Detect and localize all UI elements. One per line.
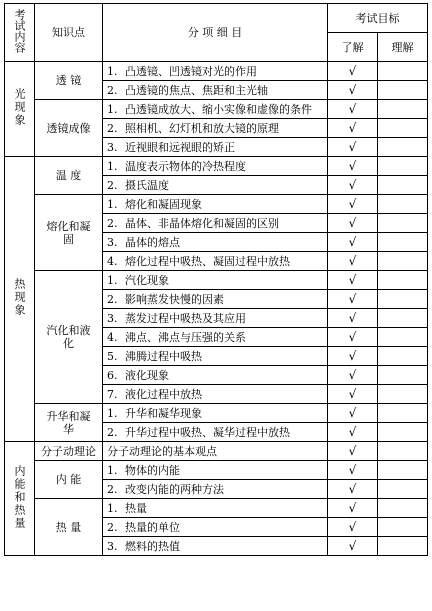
- understand-check: √: [328, 366, 378, 385]
- exam-outline-table: [4, 3, 428, 556]
- knowledge-point-label: 熔化和凝 固: [46, 219, 91, 246]
- detail-number: 7.: [107, 387, 118, 401]
- header-row-1: [5, 4, 428, 33]
- understand-check: √: [328, 423, 378, 442]
- understand-check: √: [328, 233, 378, 252]
- detail-number: 1.: [107, 501, 118, 515]
- understand-check: √: [328, 347, 378, 366]
- table-row: [5, 62, 428, 81]
- comprehend-check: [378, 119, 428, 138]
- detail-cell: [103, 214, 328, 233]
- detail-number: 1.: [107, 273, 118, 287]
- comprehend-check: [378, 404, 428, 423]
- understand-check: √: [328, 100, 378, 119]
- detail-cell: [103, 271, 328, 290]
- detail-cell: [103, 62, 328, 81]
- header-comprehend: 理解: [378, 33, 428, 62]
- topic-cell: 内能和热量: [5, 442, 35, 556]
- comprehend-check: [378, 423, 428, 442]
- comprehend-check: [378, 328, 428, 347]
- detail-number: 2.: [107, 216, 118, 230]
- detail-cell: [103, 404, 328, 423]
- detail-cell: [103, 138, 328, 157]
- detail-number: 4.: [107, 330, 118, 344]
- detail-number: 3.: [107, 140, 118, 154]
- comprehend-check: [378, 537, 428, 556]
- detail-number: 1.: [107, 463, 118, 477]
- table-row: [5, 100, 428, 119]
- detail-number: 1.: [107, 406, 118, 420]
- detail-cell: [103, 537, 328, 556]
- comprehend-check: [378, 461, 428, 480]
- header-topic: 考试内容: [5, 4, 35, 62]
- detail-text: 分子动理论的基本观点: [107, 444, 217, 458]
- understand-check: √: [328, 518, 378, 537]
- knowledge-point-cell: [35, 499, 103, 556]
- detail-number: 1.: [107, 197, 118, 211]
- understand-check: √: [328, 119, 378, 138]
- detail-cell: [103, 195, 328, 214]
- detail-text: 物体的内能: [125, 463, 180, 477]
- comprehend-check: [378, 347, 428, 366]
- understand-check: √: [328, 499, 378, 518]
- knowledge-point-cell: [35, 100, 103, 157]
- comprehend-check: [378, 480, 428, 499]
- knowledge-point-cell: [35, 271, 103, 404]
- understand-check: √: [328, 271, 378, 290]
- detail-cell: [103, 252, 328, 271]
- detail-number: 2.: [107, 178, 118, 192]
- table-row: [5, 404, 428, 423]
- comprehend-check: [378, 62, 428, 81]
- detail-number: 2.: [107, 482, 118, 496]
- knowledge-point-label: 汽化和液 化: [46, 324, 91, 350]
- detail-text: 沸腾过程中吸热: [125, 349, 202, 363]
- table-row: [5, 157, 428, 176]
- detail-text: 热量的单位: [125, 520, 180, 534]
- outline-body: [5, 62, 428, 556]
- detail-cell: [103, 385, 328, 404]
- knowledge-point-cell: [35, 461, 103, 499]
- understand-check: √: [328, 461, 378, 480]
- detail-text: 熔化和凝固现象: [125, 197, 202, 211]
- detail-text: 汽化现象: [125, 273, 169, 287]
- comprehend-check: [378, 100, 428, 119]
- detail-text: 影响蒸发快慢的因素: [125, 292, 224, 306]
- understand-check: √: [328, 290, 378, 309]
- detail-text: 晶体的熔点: [125, 235, 180, 249]
- understand-check: √: [328, 195, 378, 214]
- detail-cell: [103, 442, 328, 461]
- detail-text: 晶体、非晶体熔化和凝固的区别: [125, 216, 279, 230]
- comprehend-check: [378, 309, 428, 328]
- knowledge-point-cell: [35, 442, 103, 461]
- understand-check: √: [328, 214, 378, 233]
- understand-check: √: [328, 176, 378, 195]
- detail-number: 4.: [107, 254, 118, 268]
- comprehend-check: [378, 271, 428, 290]
- detail-text: 升华和凝华现象: [125, 406, 202, 420]
- comprehend-check: [378, 366, 428, 385]
- detail-cell: [103, 366, 328, 385]
- header-goal: 考试目标: [328, 4, 428, 33]
- detail-text: 热量: [125, 501, 147, 515]
- detail-text: 燃料的热值: [125, 539, 180, 553]
- topic-cell: 热现象: [5, 157, 35, 442]
- comprehend-check: [378, 252, 428, 271]
- detail-number: 5.: [107, 349, 118, 363]
- understand-check: √: [328, 157, 378, 176]
- detail-text: 沸点、沸点与压强的关系: [125, 330, 246, 344]
- understand-check: √: [328, 252, 378, 271]
- knowledge-point-label: 透镜成像: [46, 121, 91, 135]
- understand-check: √: [328, 537, 378, 556]
- understand-check: √: [328, 81, 378, 100]
- detail-cell: [103, 157, 328, 176]
- topic-cell: 光现象: [5, 62, 35, 157]
- detail-text: 凸透镜的焦点、焦距和主光轴: [125, 83, 268, 97]
- detail-cell: [103, 423, 328, 442]
- detail-text: 液化现象: [125, 368, 169, 382]
- understand-check: √: [328, 138, 378, 157]
- table-row: [5, 271, 428, 290]
- detail-cell: [103, 518, 328, 537]
- knowledge-point-label: 内 能: [55, 473, 82, 486]
- detail-cell: [103, 480, 328, 499]
- understand-check: √: [328, 62, 378, 81]
- comprehend-check: [378, 442, 428, 461]
- detail-number: 2.: [107, 292, 118, 306]
- detail-number: 3.: [107, 235, 118, 249]
- table-row: [5, 195, 428, 214]
- detail-cell: [103, 176, 328, 195]
- detail-number: 3.: [107, 311, 118, 325]
- comprehend-check: [378, 290, 428, 309]
- detail-text: 近视眼和远视眼的矫正: [125, 140, 235, 154]
- detail-cell: [103, 119, 328, 138]
- detail-number: 3.: [107, 539, 118, 553]
- comprehend-check: [378, 385, 428, 404]
- comprehend-check: [378, 518, 428, 537]
- knowledge-point-label: 分子动理论: [41, 444, 96, 458]
- detail-cell: [103, 309, 328, 328]
- knowledge-point-label: 透 镜: [55, 74, 82, 87]
- table-row: [5, 442, 428, 461]
- understand-check: √: [328, 480, 378, 499]
- comprehend-check: [378, 214, 428, 233]
- comprehend-check: [378, 195, 428, 214]
- detail-number: 6.: [107, 368, 118, 382]
- detail-text: 摄氏温度: [125, 178, 169, 192]
- knowledge-point-cell: [35, 404, 103, 442]
- understand-check: √: [328, 309, 378, 328]
- understand-check: √: [328, 404, 378, 423]
- detail-text: 液化过程中放热: [125, 387, 202, 401]
- detail-text: 蒸发过程中吸热及其应用: [125, 311, 246, 325]
- understand-check: √: [328, 328, 378, 347]
- detail-cell: [103, 347, 328, 366]
- understand-check: √: [328, 385, 378, 404]
- detail-text: 升华过程中吸热、凝华过程中放热: [125, 425, 290, 439]
- detail-cell: [103, 328, 328, 347]
- detail-number: 1.: [107, 64, 118, 78]
- detail-number: 1.: [107, 159, 118, 173]
- knowledge-point-label: 热 量: [55, 520, 82, 534]
- detail-text: 改变内能的两种方法: [125, 482, 224, 496]
- detail-text: 凸透镜成放大、缩小实像和虚像的条件: [125, 102, 312, 116]
- detail-cell: [103, 233, 328, 252]
- detail-cell: [103, 100, 328, 119]
- detail-number: 2.: [107, 425, 118, 439]
- detail-text: 温度表示物体的冷热程度: [125, 159, 246, 173]
- comprehend-check: [378, 157, 428, 176]
- comprehend-check: [378, 138, 428, 157]
- header-knowledge: 知识点: [35, 4, 103, 62]
- detail-number: 2.: [107, 121, 118, 135]
- detail-number: 1.: [107, 102, 118, 116]
- detail-number: 2.: [107, 83, 118, 97]
- header-understand: 了解: [328, 33, 378, 62]
- detail-text: 凸透镜、凹透镜对光的作用: [125, 64, 257, 78]
- understand-check: √: [328, 442, 378, 461]
- comprehend-check: [378, 499, 428, 518]
- detail-cell: [103, 461, 328, 480]
- knowledge-point-label: 温 度: [55, 169, 82, 182]
- detail-cell: [103, 81, 328, 100]
- knowledge-point-label: 升华和凝 华: [46, 409, 91, 436]
- header-details: 分 项 细 目: [103, 4, 328, 62]
- comprehend-check: [378, 233, 428, 252]
- comprehend-check: [378, 176, 428, 195]
- knowledge-point-cell: [35, 157, 103, 195]
- knowledge-point-cell: [35, 195, 103, 271]
- knowledge-point-cell: [35, 62, 103, 100]
- table-row: [5, 461, 428, 480]
- table-row: [5, 499, 428, 518]
- detail-number: 2.: [107, 520, 118, 534]
- detail-text: 熔化过程中吸热、凝固过程中放热: [125, 254, 290, 268]
- detail-cell: [103, 290, 328, 309]
- detail-cell: [103, 499, 328, 518]
- detail-text: 照相机、幻灯机和放大镜的原理: [125, 121, 279, 135]
- comprehend-check: [378, 81, 428, 100]
